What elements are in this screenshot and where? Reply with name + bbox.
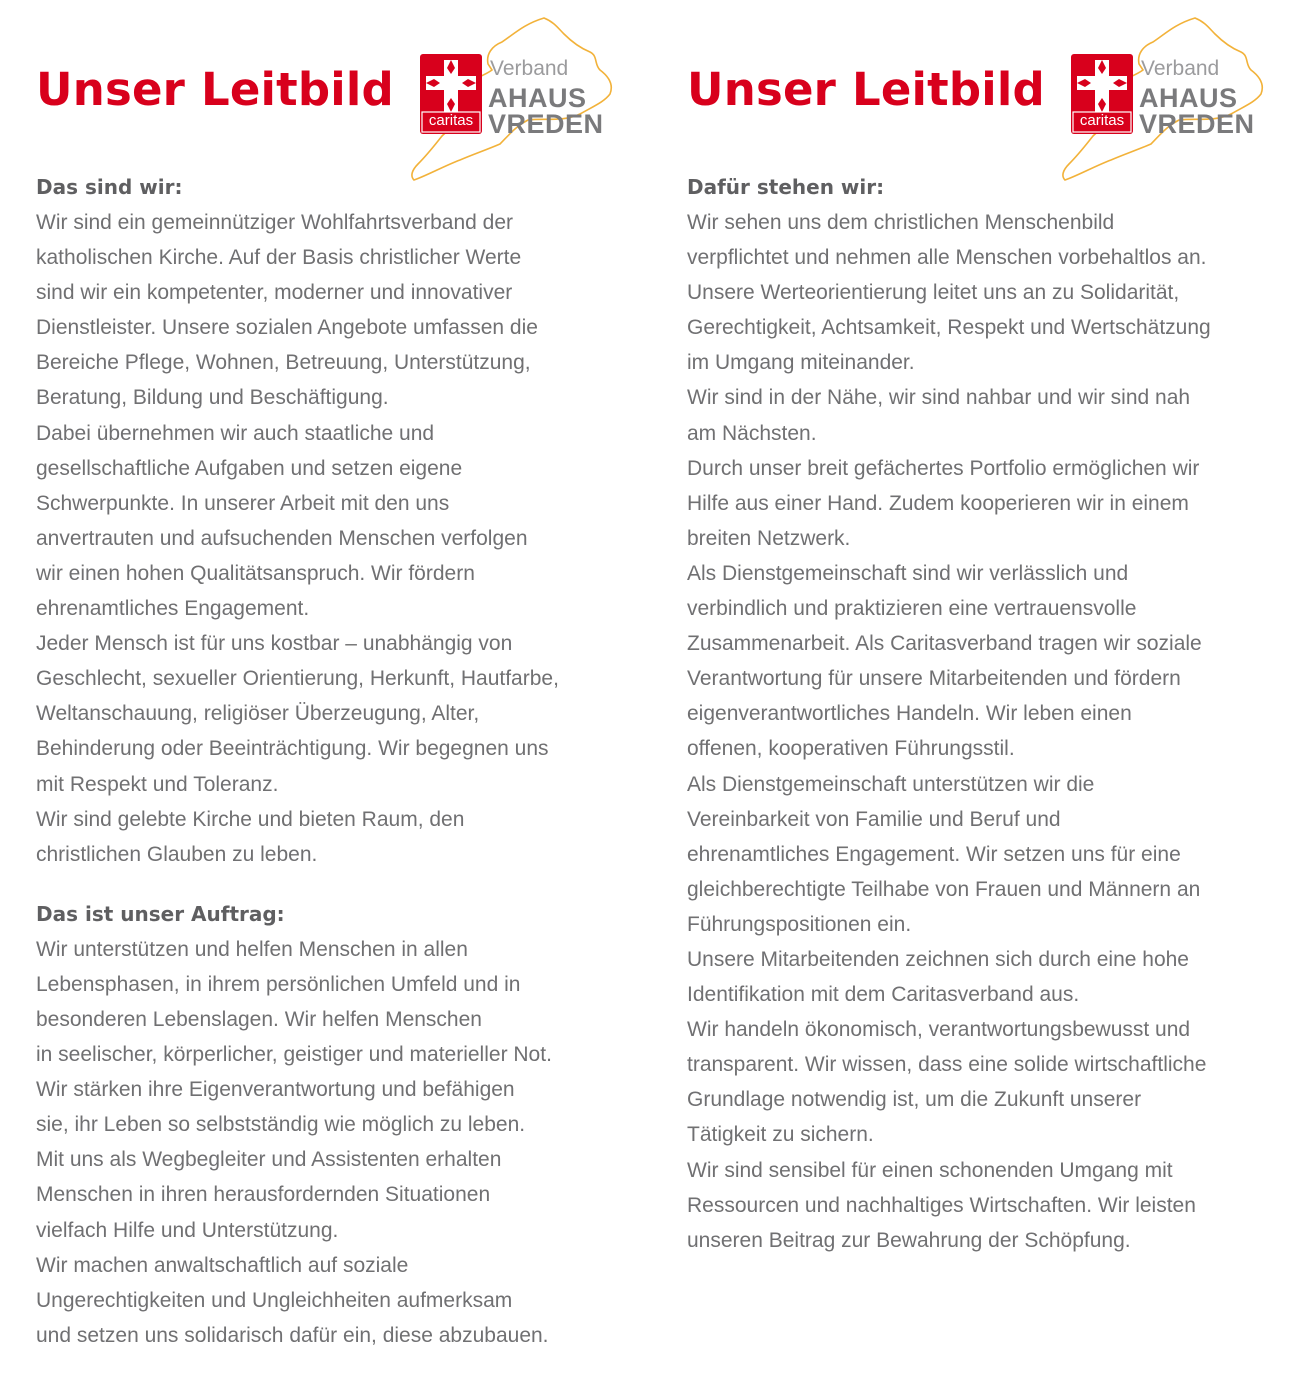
text-line: Wir stärken ihre Eigenverantwortung und befähigen: [36, 1078, 515, 1102]
text-line: Wir unterstützen und helfen Menschen in allen: [36, 937, 468, 961]
text-line: und setzen uns solidarisch dafür ein, diese abzubauen.: [36, 1323, 549, 1347]
text-line: Wir sind sensibel für einen schonenden Umgang mit: [687, 1158, 1173, 1182]
text-line: verpflichtet und nehmen alle Menschen vorbehaltlos an.: [687, 246, 1207, 270]
text-line: in seelischer, körperlicher, geistiger und materieller Not.: [36, 1043, 552, 1067]
text-line: Beratung, Bildung und Beschäftigung.: [36, 386, 389, 410]
text-line: Ressourcen und nachhaltiges Wirtschaften. Wir leisten: [687, 1193, 1196, 1217]
logo-caritas-text: caritas: [428, 112, 474, 129]
section-heading: Das sind wir:: [36, 175, 183, 199]
text-line: Tätigkeit zu sichern.: [687, 1123, 874, 1147]
text-line: Gerechtigkeit, Achtsamkeit, Respekt und Wertschätzung: [687, 316, 1211, 340]
text-line: Identifikation mit dem Caritasverband aus.: [687, 983, 1080, 1007]
text-line: ehrenamtliches Engagement.: [36, 597, 310, 621]
page-title: Unser Leitbild: [36, 63, 394, 116]
text-line: gesellschaftliche Aufgaben und setzen eigene: [36, 456, 463, 480]
text-line: Wir sind ein gemeinnütziger Wohlfahrtsverband der: [36, 211, 514, 234]
logo-verband-text: Verband: [1141, 57, 1220, 80]
text-line: mit Respekt und Toleranz.: [36, 772, 279, 796]
left-text-block: [36, 170, 636, 1353]
section-heading: Das ist unser Auftrag:: [36, 901, 285, 926]
text-line: Als Dienstgemeinschaft unterstützen wir die: [687, 772, 1095, 796]
text-line: ehrenamtliches Engagement. Wir setzen uns für eine: [687, 842, 1181, 866]
text-line: besonderen Lebenslagen. Wir helfen Menschen: [36, 1007, 482, 1031]
text-line: Bereiche Pflege, Wohnen, Betreuung, Unterstützung,: [36, 351, 531, 375]
text-line: Unsere Werteorientierung leitet uns an zu Solidarität,: [687, 281, 1180, 305]
text-line: Wir sehen uns dem christlichen Menschenbild: [687, 211, 1115, 234]
section-heading: Dafür stehen wir:: [687, 175, 885, 199]
text-line: christlichen Glauben zu leben.: [36, 842, 318, 866]
logo-vreden-text: VREDEN: [488, 109, 604, 139]
text-line: Mit uns als Wegbegleiter und Assistenten erhalten: [36, 1148, 502, 1172]
text-line: Vereinbarkeit von Familie und Beruf und: [687, 807, 1061, 831]
text-line: Als Dienstgemeinschaft sind wir verlässlich und: [687, 561, 1129, 585]
text-line: Schwerpunkte. In unserer Arbeit mit den uns: [36, 491, 450, 515]
text-line: Führungspositionen ein.: [687, 912, 912, 936]
text-line: Dienstleister. Unsere sozialen Angebote umfassen die: [36, 316, 538, 340]
text-line: im Umgang miteinander.: [687, 351, 915, 375]
caritas-logo: [404, 14, 620, 186]
text-line: Jeder Mensch ist für uns kostbar – unabhängig von: [36, 632, 513, 656]
text-line: wir einen hohen Qualitätsanspruch. Wir fördern: [36, 561, 475, 585]
text-line: katholischen Kirche. Auf der Basis christlicher Werte: [36, 246, 522, 270]
text-line: am Nächsten.: [687, 421, 817, 445]
left-column: [0, 0, 604, 1393]
right-text-block: [687, 170, 1287, 1258]
text-line: Grundlage notwendig ist, um die Zukunft unserer: [687, 1088, 1142, 1112]
text-line: Wir sind in der Nähe, wir sind nahbar und wir sind nah: [687, 386, 1191, 410]
text-line: offenen, kooperativen Führungsstil.: [687, 737, 1015, 761]
text-line: Menschen in ihren herausfordernden Situationen: [36, 1183, 491, 1207]
logo-vreden-text: VREDEN: [1139, 109, 1255, 139]
logo-ahaus-text: AHAUS: [1139, 83, 1238, 113]
text-line: Weltanschauung, religiöser Überzeugung, Alter,: [36, 702, 480, 726]
text-line: sind wir ein kompetenter, moderner und innovativer: [36, 281, 513, 305]
text-line: breiten Netzwerk.: [687, 526, 851, 550]
text-line: transparent. Wir wissen, dass eine solide wirtschaftliche: [687, 1053, 1207, 1077]
text-line: Zusammenarbeit. Als Caritasverband tragen wir soziale: [687, 632, 1202, 656]
text-line: Hilfe aus einer Hand. Zudem kooperieren wir in einem: [687, 491, 1189, 515]
logo-ahaus-text: AHAUS: [488, 83, 587, 113]
text-line: Verantwortung für unsere Mitarbeitenden und fördern: [687, 667, 1181, 691]
section-gap: [36, 872, 636, 897]
text-line: Behinderung oder Beeinträchtigung. Wir begegnen uns: [36, 737, 549, 761]
text-line: Durch unser breit gefächertes Portfolio ermöglichen wir: [687, 456, 1200, 480]
text-line: Dabei übernehmen wir auch staatliche und: [36, 421, 435, 445]
logo-caritas-text: caritas: [1079, 112, 1125, 129]
text-line: Ungerechtigkeiten und Ungleichheiten aufmerksam: [36, 1288, 513, 1312]
text-line: eigenverantwortliches Handeln. Wir leben einen: [687, 702, 1132, 726]
text-line: Wir handeln ökonomisch, verantwortungsbewusst und: [687, 1018, 1191, 1042]
page-title: Unser Leitbild: [687, 63, 1045, 116]
logo-verband-text: Verband: [490, 57, 569, 80]
text-line: vielfach Hilfe und Unterstützung.: [36, 1218, 339, 1242]
text-line: Lebensphasen, in ihrem persönlichen Umfeld und in: [36, 972, 521, 996]
text-line: unseren Beitrag zur Bewahrung der Schöpfung.: [687, 1228, 1131, 1252]
text-line: verbindlich und praktizieren eine vertrauensvolle: [687, 597, 1137, 621]
caritas-logo: [1055, 14, 1271, 186]
text-line: Unsere Mitarbeitenden zeichnen sich durch eine hohe: [687, 947, 1189, 971]
text-line: gleichberechtigte Teilhabe von Frauen und Männern an: [687, 877, 1201, 901]
text-line: Geschlecht, sexueller Orientierung, Herkunft, Hautfarbe,: [36, 667, 559, 691]
text-line: anvertrauten und aufsuchenden Menschen verfolgen: [36, 526, 528, 550]
text-line: sie, ihr Leben so selbstständig wie möglich zu leben.: [36, 1113, 526, 1137]
text-line: Wir sind gelebte Kirche und bieten Raum, den: [36, 807, 465, 831]
right-column: [651, 0, 1255, 1393]
text-line: Wir machen anwaltschaftlich auf soziale: [36, 1253, 409, 1277]
